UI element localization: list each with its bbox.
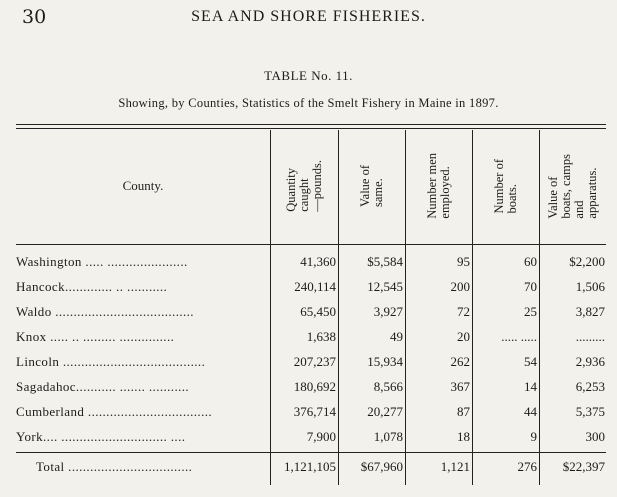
header-value (338, 132, 405, 240)
boats-cell: 44 (524, 404, 537, 419)
men-cell: 367 (450, 379, 470, 394)
header-boats-label: Number of boats. (491, 158, 519, 214)
header-men-label: Number men employed. (424, 153, 452, 219)
table-row (16, 250, 606, 274)
quantity-cell: 240,114 (294, 279, 336, 294)
table-row (16, 350, 606, 374)
total-quantity: 1,121,105 (284, 459, 336, 474)
quantity-cell: 1,638 (306, 329, 336, 344)
county-name: Knox ..... .. ......... ............... (16, 329, 175, 344)
total-men: 1,121 (440, 459, 470, 474)
table-row (16, 325, 606, 349)
value-cell: 20,277 (367, 404, 403, 419)
total-label: Total .................................. (36, 459, 193, 474)
quantity-cell: 207,237 (293, 354, 336, 369)
header-quantity-label: Quantity caught —pounds. (283, 160, 324, 212)
boats-cell: 60 (524, 254, 537, 269)
table-caption: Showing, by Counties, Statistics of the Smelt Fishery in Maine in 1897. (118, 96, 499, 110)
quantity-cell: 180,692 (293, 379, 336, 394)
apparatus-cell: $2,200 (569, 254, 605, 269)
quantity-cell: 376,714 (293, 404, 336, 419)
men-cell: 200 (450, 279, 470, 294)
boats-cell: ..... ..... (501, 329, 537, 344)
apparatus-cell: 6,253 (575, 379, 605, 394)
header-quantity (270, 132, 338, 240)
header-rule (16, 244, 606, 245)
men-cell: 20 (457, 329, 470, 344)
apparatus-cell: 1,506 (575, 279, 605, 294)
boats-cell: 70 (524, 279, 537, 294)
county-name: York.... ............................. .... (16, 429, 186, 444)
top-rule-2 (16, 128, 606, 129)
men-cell: 72 (457, 304, 470, 319)
men-cell: 262 (450, 354, 470, 369)
apparatus-cell: 300 (585, 429, 605, 444)
boats-cell: 54 (524, 354, 537, 369)
header-boats (472, 132, 539, 240)
total-value: $67,960 (360, 459, 403, 474)
county-name: Hancock............. .. ........... (16, 279, 168, 294)
value-cell: 3,927 (373, 304, 403, 319)
value-cell: 12,545 (367, 279, 403, 294)
boats-cell: 14 (524, 379, 537, 394)
county-name: Cumberland .................................. (16, 404, 213, 419)
value-cell: 8,566 (373, 379, 403, 394)
running-head: SEA AND SHORE FISHERIES. (191, 8, 426, 25)
header-value-label: Value of same. (357, 165, 385, 207)
header-county: County. (122, 178, 164, 193)
men-cell: 18 (457, 429, 470, 444)
top-rule-1 (16, 124, 606, 125)
quantity-cell: 41,360 (300, 254, 336, 269)
total-apparatus: $22,397 (562, 459, 605, 474)
total-boats: 276 (517, 459, 537, 474)
apparatus-cell: ......... (575, 329, 605, 344)
boats-cell: 25 (524, 304, 537, 319)
value-cell: 49 (390, 329, 403, 344)
table-row (16, 425, 606, 449)
table-title: TABLE No. 11. (264, 68, 353, 83)
header-apparatus (539, 132, 606, 240)
men-cell: 95 (457, 254, 470, 269)
header-men (405, 132, 472, 240)
county-name: Sagadahoc........... ....... ........... (16, 379, 190, 394)
total-row (16, 455, 606, 479)
men-cell: 87 (457, 404, 470, 419)
apparatus-cell: 2,936 (575, 354, 605, 369)
table-row (16, 300, 606, 324)
value-cell: 15,934 (367, 354, 403, 369)
county-name: Lincoln ....................................... (16, 354, 206, 369)
value-cell: 1,078 (373, 429, 403, 444)
table-row (16, 275, 606, 299)
quantity-cell: 65,450 (300, 304, 336, 319)
total-rule (16, 452, 606, 453)
boats-cell: 9 (530, 429, 537, 444)
apparatus-cell: 5,375 (575, 404, 605, 419)
table-row (16, 375, 606, 399)
page-number: 30 (22, 6, 47, 28)
table-row (16, 400, 606, 424)
header-apparatus-label: Value of boats, camps and apparatus. (545, 153, 599, 219)
county-name: Washington ..... ...................... (16, 254, 188, 269)
value-cell: $5,584 (367, 254, 403, 269)
apparatus-cell: 3,827 (575, 304, 605, 319)
quantity-cell: 7,900 (306, 429, 336, 444)
county-name: Waldo ...................................... (16, 304, 194, 319)
